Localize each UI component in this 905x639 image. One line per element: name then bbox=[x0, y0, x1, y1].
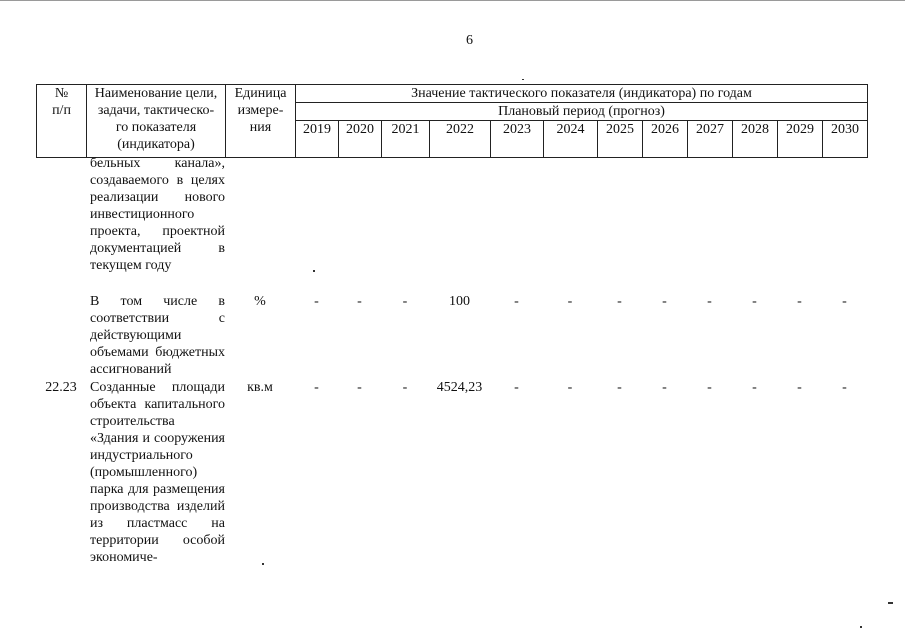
row-value-2026: - bbox=[662, 380, 667, 395]
indicators-table-header bbox=[36, 84, 868, 158]
header-year-2026: 2026 bbox=[643, 121, 688, 158]
row-description: бельных канала», создаваемого в целях реализации нового инвестиционного проекта, проектной документацией в текущем году bbox=[90, 156, 225, 273]
row-unit: кв.м bbox=[247, 380, 273, 395]
row-value-2029: - bbox=[797, 380, 802, 395]
scan-speck bbox=[860, 626, 862, 628]
row-value-2025: - bbox=[617, 380, 622, 395]
header-year-2022: 2022 bbox=[430, 121, 491, 158]
top-rule bbox=[0, 0, 905, 1]
header-name-line-4: (индикатора) bbox=[117, 137, 195, 152]
header-year-2021: 2021 bbox=[382, 121, 430, 158]
header-year-2029: 2029 bbox=[778, 121, 823, 158]
header-values-title: Значение тактического показателя (индикатора) по годам bbox=[296, 85, 868, 103]
row-value-2022: 4524,23 bbox=[436, 380, 483, 395]
row-value-2030: - bbox=[842, 380, 847, 395]
header-planned-period: Плановый период (прогноз) bbox=[296, 103, 868, 121]
row-unit: % bbox=[254, 294, 266, 309]
row-value-2025: - bbox=[617, 294, 622, 309]
header-year-2019: 2019 bbox=[296, 121, 339, 158]
header-unit-line-3: ния bbox=[249, 120, 272, 135]
row-value-2022: 100 bbox=[449, 294, 470, 309]
scan-speck bbox=[262, 563, 264, 565]
row-description: Созданные площади объекта капитального строительства «Здания и сооружения индустриального (промышленного) парка для размещения производства изделий из пластмасс на территории особой экономиче- bbox=[90, 380, 225, 565]
row-value-2021: - bbox=[402, 294, 408, 309]
header-number-cell bbox=[37, 85, 87, 158]
row-value-2024: - bbox=[567, 294, 573, 309]
row-value-2020: - bbox=[357, 380, 362, 395]
row-value-2021: - bbox=[402, 380, 408, 395]
header-year-2023: 2023 bbox=[491, 121, 544, 158]
row-value-2028: - bbox=[752, 294, 757, 309]
row-value-2028: - bbox=[752, 380, 757, 395]
row-number: 22.23 bbox=[45, 380, 77, 395]
scan-speck bbox=[888, 602, 893, 604]
row-description: В том числе в соответствии с действующими объемами бюджетных ассигнований bbox=[90, 294, 225, 377]
row-value-2019: - bbox=[314, 380, 319, 395]
header-name-line-1: Наименование цели, bbox=[94, 86, 218, 101]
row-value-2019: - bbox=[314, 294, 319, 309]
header-year-2025: 2025 bbox=[598, 121, 643, 158]
page-number: 6 bbox=[466, 33, 473, 48]
scan-speck bbox=[313, 270, 315, 272]
header-year-2024: 2024 bbox=[544, 121, 598, 158]
header-unit-line-2: измере- bbox=[237, 103, 284, 118]
row-value-2023: - bbox=[514, 380, 519, 395]
header-unit-line-1: Единица bbox=[234, 86, 287, 101]
row-value-2027: - bbox=[707, 294, 712, 309]
row-value-2026: - bbox=[662, 294, 667, 309]
row-value-2029: - bbox=[797, 294, 802, 309]
header-number-line-2: п/п bbox=[52, 103, 71, 118]
row-value-2020: - bbox=[357, 294, 362, 309]
row-value-2023: - bbox=[514, 294, 519, 309]
header-number-line-1: № bbox=[54, 86, 69, 101]
header-name-cell bbox=[87, 85, 226, 158]
header-name-line-3: го показателя bbox=[115, 120, 197, 135]
row-value-2030: - bbox=[842, 294, 847, 309]
header-year-2028: 2028 bbox=[733, 121, 778, 158]
header-year-2030: 2030 bbox=[823, 121, 868, 158]
header-year-2020: 2020 bbox=[339, 121, 382, 158]
header-year-2027: 2027 bbox=[688, 121, 733, 158]
scan-speck bbox=[522, 79, 524, 80]
row-value-2027: - bbox=[707, 380, 712, 395]
header-unit-cell bbox=[226, 85, 296, 158]
header-name-line-2: задачи, тактическо- bbox=[97, 103, 215, 118]
row-value-2024: - bbox=[567, 380, 573, 395]
